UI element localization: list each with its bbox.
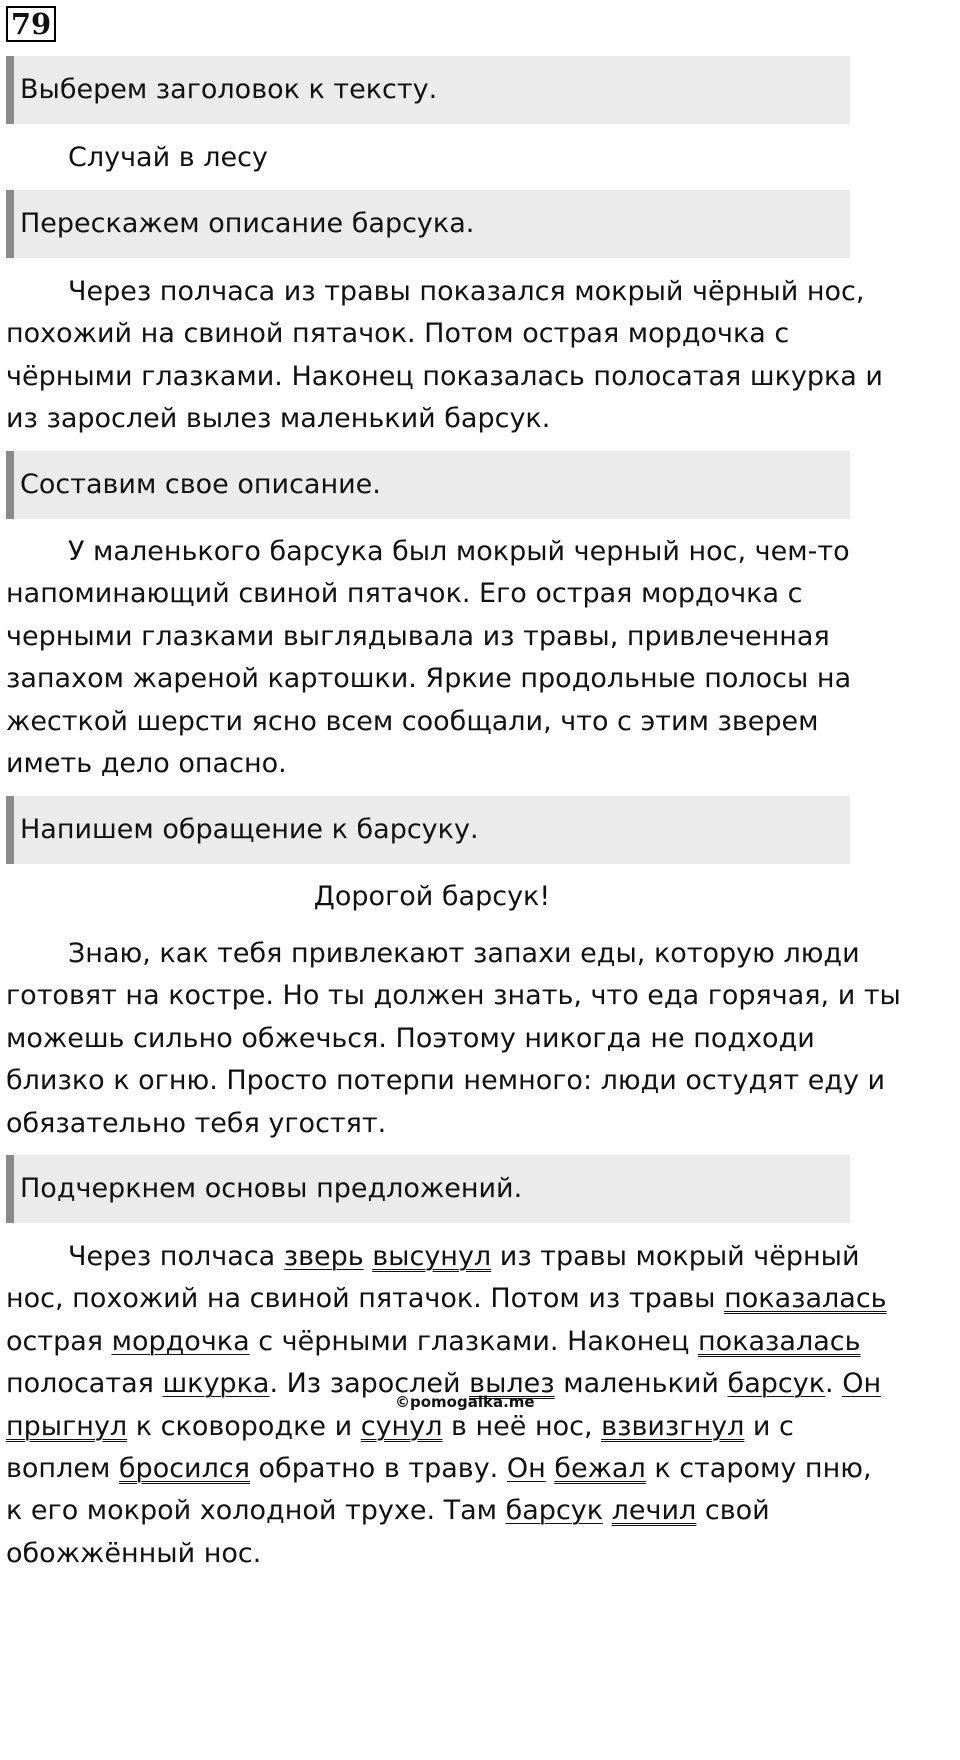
- text-line: [6, 1236, 858, 1278]
- predicate-underlined: прыгнул: [6, 1410, 128, 1442]
- text-segment: воплем: [6, 1453, 119, 1485]
- predicate-underlined: вылез: [469, 1368, 555, 1400]
- subject-underlined: барсук: [505, 1495, 604, 1527]
- text-segment: [364, 1241, 373, 1272]
- text-segment: острая: [6, 1325, 112, 1357]
- text-line: [6, 1490, 858, 1532]
- text-segment: из травы мокрый чёрный: [491, 1241, 860, 1272]
- subject-underlined: зверь: [283, 1241, 364, 1272]
- text-segment: свой: [696, 1495, 770, 1527]
- letter-greeting: Дорогой барсук!: [313, 881, 551, 912]
- predicate-underlined: высунул: [372, 1241, 492, 1272]
- subject-underlined: Он: [842, 1368, 882, 1400]
- text-line: иметь дело опасно.: [6, 748, 287, 780]
- text-line: [6, 1406, 858, 1448]
- text-line: из зарослей вылез маленький барсук.: [6, 403, 551, 435]
- predicate-underlined: показалась: [698, 1325, 861, 1357]
- text-segment: к сковородке и: [127, 1410, 361, 1442]
- text-segment: . Из зарослей: [269, 1368, 470, 1400]
- text-line: напоминающий свиной пятачок. Его острая мордочка с: [6, 578, 803, 610]
- subject-underlined: Он: [506, 1453, 546, 1485]
- text-line: Знаю, как тебя привлекают запахи еды, которую люди: [68, 938, 860, 969]
- watermark: ©pomogalka.me: [395, 1393, 535, 1411]
- task-number-box: 79: [6, 6, 56, 42]
- predicate-underlined: взвизгнул: [601, 1410, 745, 1442]
- text-line: У маленького барсука был мокрый черный нос, чем-то: [68, 536, 850, 567]
- predicate-underlined: бросился: [118, 1453, 250, 1485]
- text-line: [6, 1321, 861, 1363]
- text-line: готовят на костре. Но ты должен знать, что еда горячая, и ты: [6, 980, 901, 1012]
- predicate-underlined: лечил: [611, 1495, 697, 1527]
- text-segment: Через полчаса: [68, 1241, 284, 1272]
- text-line: Через полчаса из травы показался мокрый чёрный нос,: [68, 276, 865, 307]
- section-heading-parsing: Подчеркнем основы предложений.: [6, 1155, 850, 1223]
- text-line: похожий на свиной пятачок. Потом острая мордочка с: [6, 318, 790, 350]
- section-heading-title: Выберем заголовок к тексту.: [6, 56, 850, 124]
- predicate-underlined: бежал: [554, 1453, 646, 1485]
- letter-paragraph: [6, 933, 901, 1145]
- section-heading-retelling: Перескажем описание барсука.: [6, 190, 850, 258]
- text-line: [6, 1533, 858, 1575]
- text-segment: обожжённый нос.: [6, 1537, 262, 1569]
- text-line: [6, 1448, 872, 1490]
- text-segment: к старому пню,: [645, 1453, 872, 1485]
- title-answer: Случай в лесу: [68, 142, 268, 173]
- text-line: обязательно тебя угостят.: [6, 1107, 387, 1139]
- section-heading-description: Составим свое описание.: [6, 451, 850, 519]
- text-segment: маленький: [554, 1368, 728, 1400]
- text-segment: .: [825, 1368, 843, 1400]
- text-segment: и с: [744, 1410, 794, 1442]
- text-segment: нос, похожий на свиной пятачок. Потом из травы: [6, 1283, 725, 1315]
- text-line: жесткой шерсти ясно всем сообщали, что с этим зверем: [6, 705, 819, 737]
- text-line: [6, 1278, 887, 1320]
- predicate-underlined: сунул: [360, 1410, 443, 1442]
- text-line: чёрными глазками. Наконец показалась полосатая шкурка и: [6, 360, 883, 392]
- section-heading-letter: Напишем обращение к барсуку.: [6, 796, 850, 864]
- predicate-underlined: показалась: [724, 1283, 887, 1315]
- text-line: можешь сильно обжечься. Поэтому никогда не подходи: [6, 1022, 815, 1054]
- subject-underlined: мордочка: [111, 1325, 250, 1357]
- subject-underlined: шкурка: [162, 1368, 270, 1400]
- text-line: черными глазками выглядывала из травы, привлеченная: [6, 620, 830, 652]
- retelling-paragraph: [6, 271, 883, 441]
- text-line: запахом жареной картошки. Яркие продольные полосы на: [6, 663, 852, 695]
- text-segment: полосатая: [6, 1368, 163, 1400]
- text-segment: с чёрными глазками. Наконец: [249, 1325, 699, 1357]
- description-paragraph: [6, 531, 858, 785]
- subject-underlined: барсук: [727, 1368, 826, 1400]
- text-segment: [603, 1495, 612, 1526]
- text-segment: в неё нос,: [442, 1410, 602, 1442]
- text-segment: к его мокрой холодной трухе. Там: [6, 1495, 506, 1527]
- text-line: близко к огню. Просто потерпи немного: люди остудят еду и: [6, 1065, 886, 1097]
- text-segment: обратно в траву.: [249, 1453, 507, 1485]
